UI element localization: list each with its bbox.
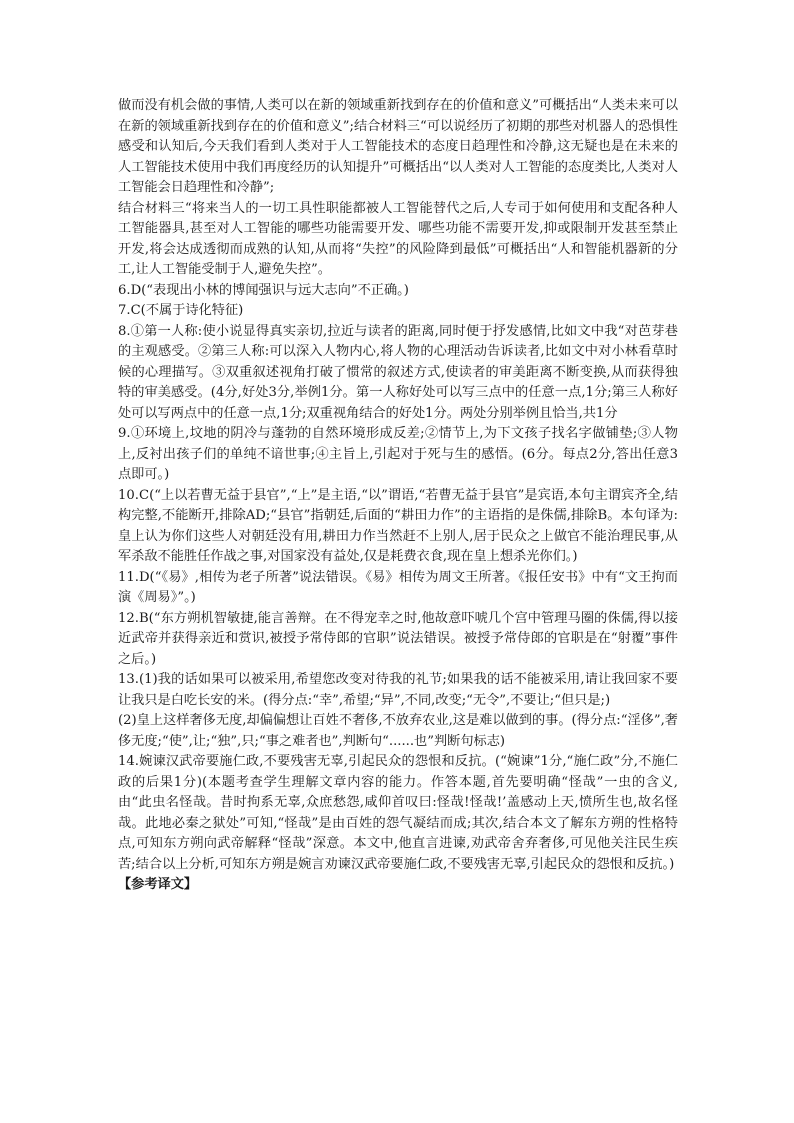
answer-11: 11.D(“《易》,相传为老子所著”说法错误。《易》相传为周文王所著。《报任安书》中有“文王拘而演《周易》”。)	[118, 569, 678, 605]
answer-13-part-2: (2)皇上这样奢侈无度,却偏偏想让百姓不奢侈,不放弃农业,这是难以做到的事。(得分点:“淫侈”,奢侈无度;“使”,让;“独”,只;“事之难者也”,判断句“......也”判断句标志)	[118, 713, 678, 749]
answer-8: 8.①第一人称:使小说显得真实亲切,拉近与读者的距离,同时便于抒发感情,比如文中我“对芭芽巷的主观感受。②第三人称:可以深入人物内心,将人物的心理活动告诉读者,比如文中对小林看草时候的心理描写。③双重叙述视角打破了惯常的叙述方式,使读者的审美距离不断变换,从而获得独特的审美感受。(4分,好处3分,举例1分。第一人称好处可以写三点中的任意一点,1分;第三人称好处可以写两点中的任意一点,1分;双重视角结合的好处1分。两处分别举例且恰当,共1分	[118, 323, 678, 421]
paragraph-material-summary-2: 结合材料三“将来当人的一切工具性职能都被人工智能替代之后,人专司于如何使用和支配各种人工智能器具,甚至对人工智能的哪些功能需要开发、哪些功能不需要开发,抑或限制开发甚至禁止开发,将会达成透彻而成熟的认知,从而将“失控”的风险降到最低”可概括出“人和智能机器新的分工,让人工智能受制于人,避免失控”。	[118, 200, 678, 277]
answer-10: 10.C(“上以若曹无益于县官”,“上”是主语,“以”谓语,“若曹无益于县官”是宾语,本句主谓宾齐全,结构完整,不能断开,排除AD;“县官”指朝廷,后面的“耕田力作”的主语指的是侏儒,排除B。本句译为:皇上认为你们这些人对朝廷没有用,耕田力作当然赶不上别人,居于民众之上做官不能治理民事,从军杀敌不能胜任作战之事,对国家没有益处,仅是耗费衣食,现在皇上想杀光你们。)	[118, 487, 678, 564]
answer-9: 9.①环境上,坟地的阴冷与蓬勃的自然环境形成反差;②情节上,为下文孩子找名字做铺垫;③人物上,反衬出孩子们的单纯不谙世事;④主旨上,引起对于死与生的感悟。(6分。每点2分,答出任意3点即可。)	[118, 426, 678, 482]
paragraph-material-summary-1: 做而没有机会做的事情,人类可以在新的领域重新找到存在的价值和意义”可概括出“人类未来可以在新的领域重新找到存在的价值和意义”;结合材料三“可以说经历了初期的那些对机器人的恐惧性感受和认知后,今天我们看到人类对于人工智能技术的态度日趋理性和冷静,这无疑也是在未来的人工智能技术使用中我们再度经历的认知提升”可概括出“以人类对人工智能的态度类比,人类对人工智能会日趋理性和冷静”;	[118, 98, 678, 195]
answer-document	[118, 96, 678, 896]
reference-translation-heading: 【参考译文】	[118, 877, 198, 892]
answer-12: 12.B(“东方朔机智敏捷,能言善辩。在不得宠幸之时,他故意吓唬几个宫中管理马圈的侏儒,得以接近武帝并获得亲近和赏识,被授予常侍郎的官职”说法错误。被授予常侍郎的官职是在“射覆”事件之后。)	[118, 610, 678, 667]
answer-7: 7.C(不属于诗化特征)	[118, 303, 244, 318]
answer-13-part-1: 13.(1)我的话如果可以被采用,希望您改变对待我的礼节;如果我的话不能被采用,请让我回家不要让我只是白吃长安的米。(得分点:“幸”,希望;“异”,不同,改变;“无令”,不要让;“但只是;)	[118, 672, 678, 708]
answer-6: 6.D(“表现出小林的博闻强识与远大志向”不正确。)	[118, 282, 409, 298]
answer-14: 14.婉谏汉武帝要施仁政,不要残害无辜,引起民众的怨恨和反抗。(“婉谏”1分,“施仁政”分,不施仁政的后果1分)(本题考查学生理解文章内容的能力。作答本题,首先要明确“怪哉”一虫的含义,由“此虫名怪哉。昔时拘系无辜,众庶愁怨,咸仰首叹曰:怪哉!怪哉!’盖感动上天,愤所生也,故名怪哉。此地必秦之狱处”可知,“怪哉”是由百姓的怨气凝结而成;其次,结合本文了解东方朔的性格特点,可知东方朔向武帝解释“怪哉”深意。本文中,他直言进谏,劝武帝舍弃奢侈,可见他关注民生疾苦;结合以上分析,可知东方朔是婉言劝谏汉武帝要施仁政,不要残害无辜,引起民众的怨恨和反抗。)	[118, 754, 678, 872]
